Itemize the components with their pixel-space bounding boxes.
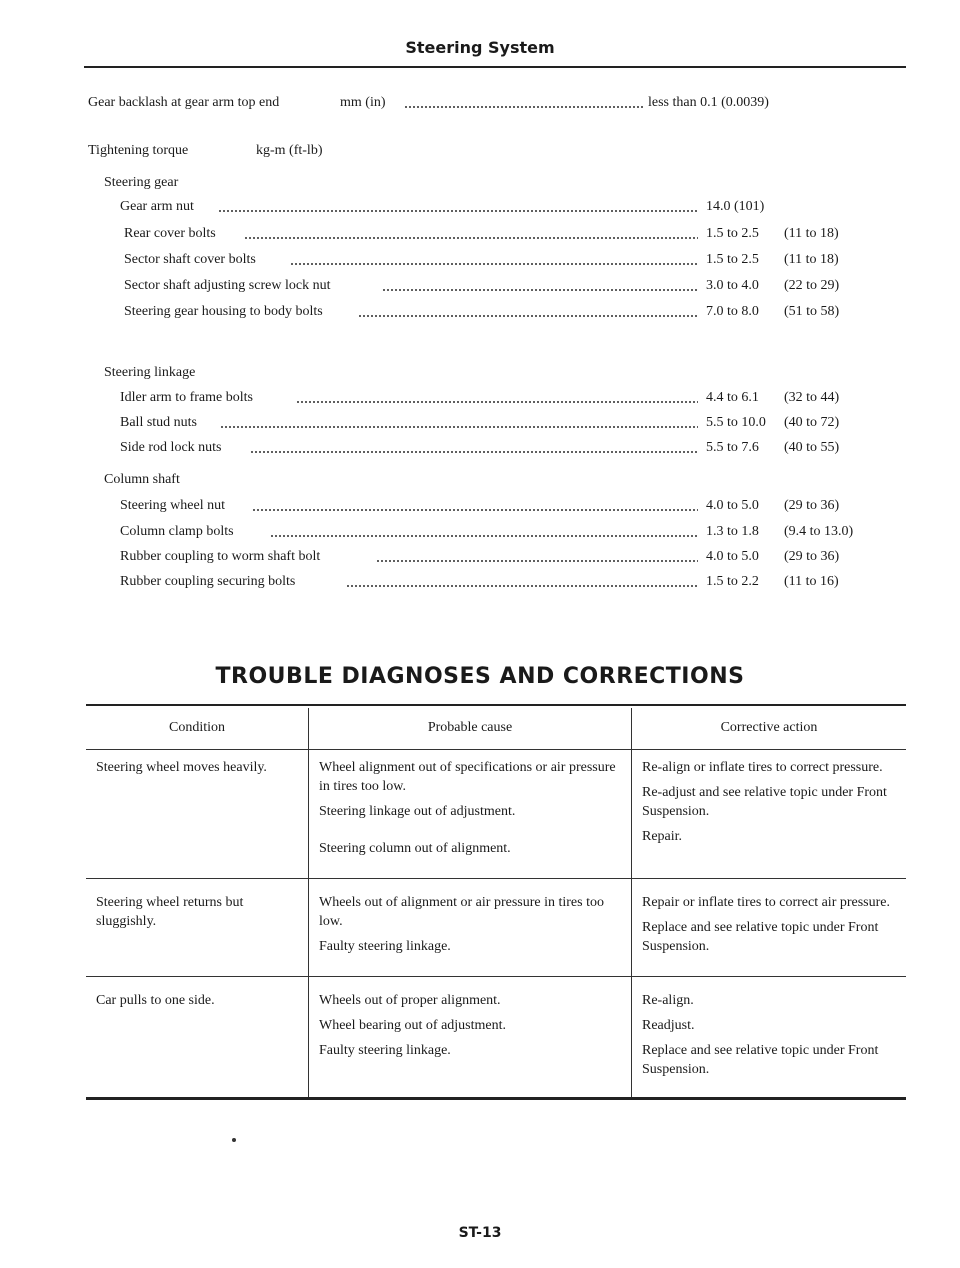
spec-metric: 5.5 to 7.6: [706, 440, 759, 455]
spec-label: Steering gear housing to body bolts: [124, 304, 323, 319]
group-column-shaft: Column shaft: [104, 472, 180, 487]
condition-cell: Steering wheel returns but sluggishly.: [86, 879, 309, 977]
table-bottom-rule: [86, 1097, 906, 1100]
cause-text: Faulty steering linkage.: [319, 1043, 451, 1058]
table-row: [86, 977, 906, 1100]
spec-imperial: (29 to 36): [784, 549, 840, 564]
action-cell: [632, 977, 907, 1100]
spec-leader: [218, 200, 698, 214]
cause-cell: [309, 879, 632, 977]
cause-text: Wheel alignment out of specifications or air pressure in tires too low.: [319, 760, 616, 794]
backlash-unit: mm (in): [340, 95, 386, 110]
page-number: ST-13: [458, 1225, 502, 1241]
spec-metric: 7.0 to 8.0: [706, 304, 759, 319]
condition-cell: Steering wheel moves heavily.: [96, 760, 267, 775]
action-text: Replace and see relative topic under Front Suspension.: [642, 1043, 879, 1077]
cause-text: Wheels out of alignment or air pressure in tires too low.: [319, 895, 604, 929]
action-cell: [632, 750, 907, 879]
condition-cell: Car pulls to one side.: [86, 977, 309, 1100]
spec-leader: [382, 279, 698, 293]
cause-cell: [309, 750, 632, 879]
section-divider: [86, 704, 906, 706]
spec-metric: 1.5 to 2.5: [706, 252, 759, 267]
spec-leader: [296, 391, 698, 405]
backlash-leader: [404, 96, 644, 110]
group-steering-gear: Steering gear: [104, 175, 179, 190]
spec-imperial: (11 to 18): [784, 252, 839, 267]
cause-text: Faulty steering linkage.: [319, 939, 451, 954]
spec-metric: 4.4 to 6.1: [706, 390, 759, 405]
spec-leader: [346, 575, 698, 589]
spec-metric: 5.5 to 10.0: [706, 415, 766, 430]
action-text: Repair.: [642, 829, 683, 844]
cause-text: Wheels out of proper alignment.: [319, 993, 501, 1008]
spec-imperial: (11 to 18): [784, 226, 839, 241]
spec-metric: 1.5 to 2.2: [706, 574, 759, 589]
spec-label: Side rod lock nuts: [120, 440, 222, 455]
table-row: [86, 750, 906, 879]
spec-leader: [290, 253, 698, 267]
spec-imperial: (9.4 to 13.0): [784, 524, 854, 539]
trouble-table: [86, 708, 906, 1099]
spec-leader: [358, 305, 698, 319]
spec-imperial: (22 to 29): [784, 278, 840, 293]
spec-label: Rubber coupling to worm shaft bolt: [120, 549, 321, 564]
spec-label: Rubber coupling securing bolts: [120, 574, 296, 589]
spec-metric: 1.3 to 1.8: [706, 524, 759, 539]
spec-metric: 4.0 to 5.0: [706, 549, 759, 564]
column-header-cause: Probable cause: [309, 708, 632, 750]
action-text: Re-align or inflate tires to correct pressure.: [642, 760, 883, 775]
backlash-label: Gear backlash at gear arm top end: [88, 95, 280, 110]
spec-label: Idler arm to frame bolts: [120, 390, 253, 405]
spec-leader: [250, 441, 698, 455]
spec-label: Rear cover bolts: [124, 226, 216, 241]
action-text: Replace and see relative topic under Front Suspension.: [642, 920, 879, 954]
cause-text: Steering linkage out of adjustment.: [319, 804, 516, 819]
cause-text: Steering column out of alignment.: [319, 841, 511, 856]
spec-leader: [270, 525, 698, 539]
cause-cell: [309, 977, 632, 1100]
table-row: [86, 879, 906, 977]
spec-label: Gear arm nut: [120, 199, 194, 214]
spec-label: Sector shaft adjusting screw lock nut: [124, 278, 331, 293]
action-text: Readjust.: [642, 1018, 695, 1033]
spec-label: Sector shaft cover bolts: [124, 252, 256, 267]
torque-unit: kg-m (ft-lb): [256, 143, 323, 158]
action-text: Repair or inflate tires to correct air pressure.: [642, 895, 891, 910]
spec-imperial: (32 to 44): [784, 390, 840, 405]
spec-leader: [220, 416, 698, 430]
spec-label: Ball stud nuts: [120, 415, 198, 430]
spec-metric: 1.5 to 2.5: [706, 226, 759, 241]
backlash-value: less than 0.1 (0.0039): [648, 95, 769, 110]
spec-imperial: (40 to 55): [784, 440, 840, 455]
spec-metric: 4.0 to 5.0: [706, 498, 759, 513]
header-divider: [84, 66, 906, 68]
column-header-action: Corrective action: [632, 708, 907, 750]
print-speck: [232, 1138, 236, 1142]
spec-imperial: (40 to 72): [784, 415, 840, 430]
spec-leader: [244, 227, 698, 241]
spec-label: Column clamp bolts: [120, 524, 234, 539]
spec-label: Steering wheel nut: [120, 498, 225, 513]
spec-leader: [252, 499, 698, 513]
spec-metric: 3.0 to 4.0: [706, 278, 759, 293]
action-cell: [632, 879, 907, 977]
page-title: Steering System: [405, 38, 555, 57]
spec-imperial: (29 to 36): [784, 498, 840, 513]
torque-label: Tightening torque: [88, 143, 189, 158]
spec-leader: [376, 550, 698, 564]
action-text: Re-adjust and see relative topic under Front Suspension.: [642, 785, 887, 819]
spec-metric: 14.0 (101): [706, 199, 765, 214]
spec-imperial: (51 to 58): [784, 304, 840, 319]
column-header-condition: Condition: [86, 708, 309, 750]
action-text: Re-align.: [642, 993, 694, 1008]
group-steering-linkage: Steering linkage: [104, 365, 196, 380]
section-title: TROUBLE DIAGNOSES AND CORRECTIONS: [215, 664, 745, 689]
cause-text: Wheel bearing out of adjustment.: [319, 1018, 506, 1033]
spec-imperial: (11 to 16): [784, 574, 839, 589]
